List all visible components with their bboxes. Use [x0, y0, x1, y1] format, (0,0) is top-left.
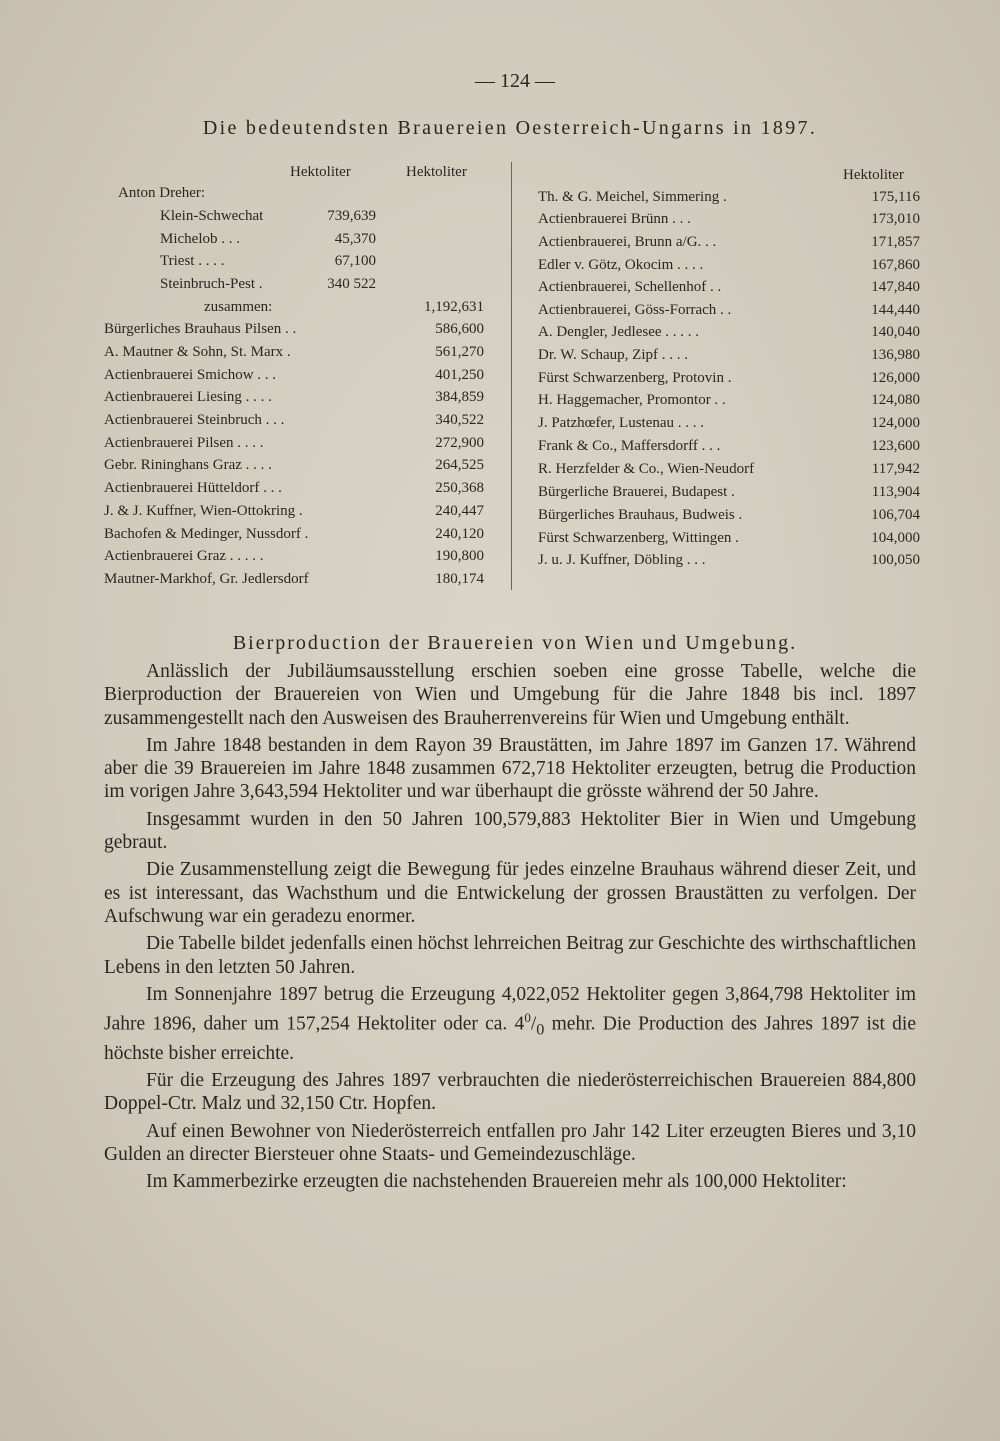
brewery-name: A. Dengler, Jedlesee . . . . .: [538, 324, 700, 340]
brewery-name: Bachofen & Medinger, Nussdorf .: [104, 526, 309, 542]
brewery-value: 173,010: [871, 211, 920, 227]
brewery-value: 147,840: [871, 279, 920, 295]
brewery-value: 384,859: [435, 389, 484, 405]
brewery-name: Dr. W. Schaup, Zipf . . . .: [538, 347, 688, 363]
dreher-sub-name: Klein-Schwechat: [160, 208, 264, 224]
brewery-value: 100,050: [871, 552, 920, 568]
brewery-name: R. Herzfelder & Co., Wien-Neudorf: [538, 461, 755, 477]
paragraph: Im Kammerbezirke erzeugten die nachstehenden Brauereien mehr als 100,000 Hektoliter:: [146, 1171, 847, 1193]
paragraph: Die Tabelle bildet jedenfalls einen höchst lehrreichen Beitrag zur Geschichte des wirthschaftlichen Lebens in den letzten 50 Jahren.: [104, 933, 916, 978]
percent-sup: 0: [524, 1010, 531, 1026]
left-header-hektoliter-2: Hektoliter: [406, 164, 467, 180]
brewery-value: 401,250: [435, 367, 484, 383]
dreher-sub-name: Steinbruch-Pest .: [160, 276, 263, 292]
column-divider: [511, 162, 512, 590]
brewery-name: Bürgerliche Brauerei, Budapest .: [538, 484, 735, 500]
dreher-sub-value: 67,100: [334, 253, 376, 269]
brewery-value: 106,704: [871, 507, 920, 523]
brewery-value: 140,040: [871, 324, 920, 340]
brewery-name: Th. & G. Meichel, Simmering .: [538, 189, 727, 205]
brewery-name: Actienbrauerei Pilsen . . . .: [104, 435, 264, 451]
brewery-value: 124,000: [871, 415, 920, 431]
brewery-name: Mautner-Markhof, Gr. Jedlersdorf: [104, 571, 309, 587]
percent-slash: /: [530, 1013, 537, 1035]
brewery-name: Actienbrauerei Hütteldorf . . .: [104, 480, 282, 496]
brewery-value: 126,000: [871, 370, 920, 386]
brewery-name: Actienbrauerei, Brunn a/G. . .: [538, 234, 717, 250]
brewery-name: A. Mautner & Sohn, St. Marx .: [104, 344, 291, 360]
brewery-value: 123,600: [871, 438, 920, 454]
paragraph: Insgesammt wurden in den 50 Jahren 100,579,883 Hektoliter Bier in Wien und Umgebung gebraut.: [104, 808, 916, 854]
right-header-hektoliter: Hektoliter: [843, 167, 904, 183]
brewery-name: Edler v. Götz, Okocim . . . .: [538, 257, 704, 273]
brewery-name: Bürgerliches Brauhaus Pilsen . .: [104, 321, 297, 337]
brewery-value: 240,120: [435, 526, 484, 542]
brewery-value: 586,600: [435, 321, 484, 337]
paragraph: Auf einen Bewohner von Niederösterreich entfallen pro Jahr 142 Liter erzeugten Bieres und 3,10 Gulden an directer Biersteuer ohne Staats- und Gemeindezuschläge.: [104, 1120, 916, 1166]
paragraph-text: mehr. Die Production des Jahres 1897 ist die höchste bisher erreichte.: [104, 1013, 916, 1064]
brewery-value: 180,174: [435, 571, 484, 587]
paragraph: Im Jahre 1848 bestanden in dem Rayon 39 Braustätten, im Jahre 1897 im Ganzen 17. Während aber die 39 Brauereien im Jahre 1848 zusammen 672,718 Hektoliter erzeugten, betrug die Production im vorigen Jahre 3,643,594 Hektoliter und war überhaupt die grösste während der 50 Jahre.: [104, 734, 916, 803]
brewery-name: J. u. J. Kuffner, Döbling . . .: [538, 552, 706, 568]
brewery-name: Actienbrauerei Brünn . . .: [538, 211, 691, 227]
brewery-name: Fürst Schwarzenberg, Wittingen .: [538, 530, 739, 546]
paragraph: Die Zusammenstellung zeigt die Bewegung für jedes einzelne Brauhaus während dieser Zeit, und es ist interessant, das Wachsthum und die Entwickelung der grossen Braustätten zu verfolgen. Der Aufschwung war ein geradezu enormer.: [104, 859, 916, 927]
brewery-value: 272,900: [435, 435, 484, 451]
brewery-value: 136,980: [871, 347, 920, 363]
brewery-name: Bürgerliches Brauhaus, Budweis .: [538, 507, 743, 523]
dreher-sub-value: 340 522: [327, 276, 376, 292]
body-text: [104, 660, 916, 1198]
percent-sub: 0: [536, 1020, 545, 1039]
brewery-name: J. Patzhœfer, Lustenau . . . .: [538, 415, 705, 431]
brewery-name: H. Haggemacher, Promontor . .: [538, 392, 726, 408]
page-number: — 124 —: [475, 70, 555, 92]
dreher-sub-value: 45,370: [334, 231, 376, 247]
brewery-value: 171,857: [871, 234, 920, 250]
brewery-name: Actienbrauerei, Schellenhof . .: [538, 279, 722, 295]
brewery-name: Actienbrauerei Graz . . . . .: [104, 548, 264, 564]
brewery-name: Gebr. Rininghans Graz . . . .: [104, 457, 272, 473]
brewery-name: Actienbrauerei, Göss-Forrach . .: [538, 302, 732, 318]
brewery-value: 264,525: [435, 457, 484, 473]
brewery-value: 104,000: [871, 530, 920, 546]
table-title: Die bedeutendsten Brauereien Oesterreich-Ungarns in 1897.: [202, 117, 818, 139]
brewery-value: 175,116: [871, 189, 920, 205]
paragraph-text: Im Sonnenjahre 1897 betrug die Erzeugung 4,022,052 Hektoliter gegen 3,864,798 Hektoliter im Jahre 1896, daher um 157,254 Hektoliter oder ca. 4: [104, 983, 916, 1035]
brewery-name: J. & J. Kuffner, Wien-Ottokring .: [104, 503, 303, 519]
left-header-hektoliter-1: Hektoliter: [290, 164, 351, 180]
dreher-heading: Anton Dreher:: [118, 185, 206, 201]
brewery-name: Actienbrauerei Liesing . . . .: [104, 389, 272, 405]
brewery-value: 117,942: [871, 461, 920, 477]
brewery-value: 167,860: [871, 257, 920, 273]
dreher-sub-name: Triest . . . .: [160, 253, 225, 269]
brewery-value: 190,800: [435, 548, 484, 564]
brewery-value: 113,904: [871, 484, 920, 500]
brewery-name: Fürst Schwarzenberg, Protovin .: [538, 370, 732, 386]
dreher-sub-value: 739,639: [327, 208, 376, 224]
dreher-sub-name: Michelob . . .: [160, 231, 240, 247]
paragraph: Für die Erzeugung des Jahres 1897 verbrauchten die niederösterreichischen Brauereien 884,800 Doppel-Ctr. Malz und 32,150 Ctr. Hopfen.: [104, 1070, 916, 1115]
brewery-value: 250,368: [435, 480, 484, 496]
dreher-total-value: 1,192,631: [424, 299, 484, 315]
brewery-name: Actienbrauerei Smichow . . .: [104, 367, 277, 383]
dreher-total-label: zusammen:: [204, 299, 273, 315]
section-title: Bierproduction der Brauereien von Wien und Umgebung.: [232, 632, 798, 654]
brewery-value: 340,522: [435, 412, 484, 428]
paragraph-percent: [104, 983, 916, 1065]
brewery-name: Frank & Co., Maffersdorff . . .: [538, 438, 721, 454]
brewery-value: 144,440: [871, 302, 920, 318]
brewery-value: 124,080: [871, 392, 920, 408]
paragraph: Anlässlich der Jubiläumsausstellung erschien soeben eine grosse Tabelle, welche die Bierproduction der Brauereien von Wien und Umgebung für die Jahre 1848 bis incl. 1897 zusammengestellt nach den Ausweisen des Brauherrenvereins für Wien und Umgebung enthält.: [104, 661, 916, 729]
brewery-value: 240,447: [435, 503, 484, 519]
brewery-name: Actienbrauerei Steinbruch . . .: [104, 412, 285, 428]
brewery-value: 561,270: [435, 344, 484, 360]
